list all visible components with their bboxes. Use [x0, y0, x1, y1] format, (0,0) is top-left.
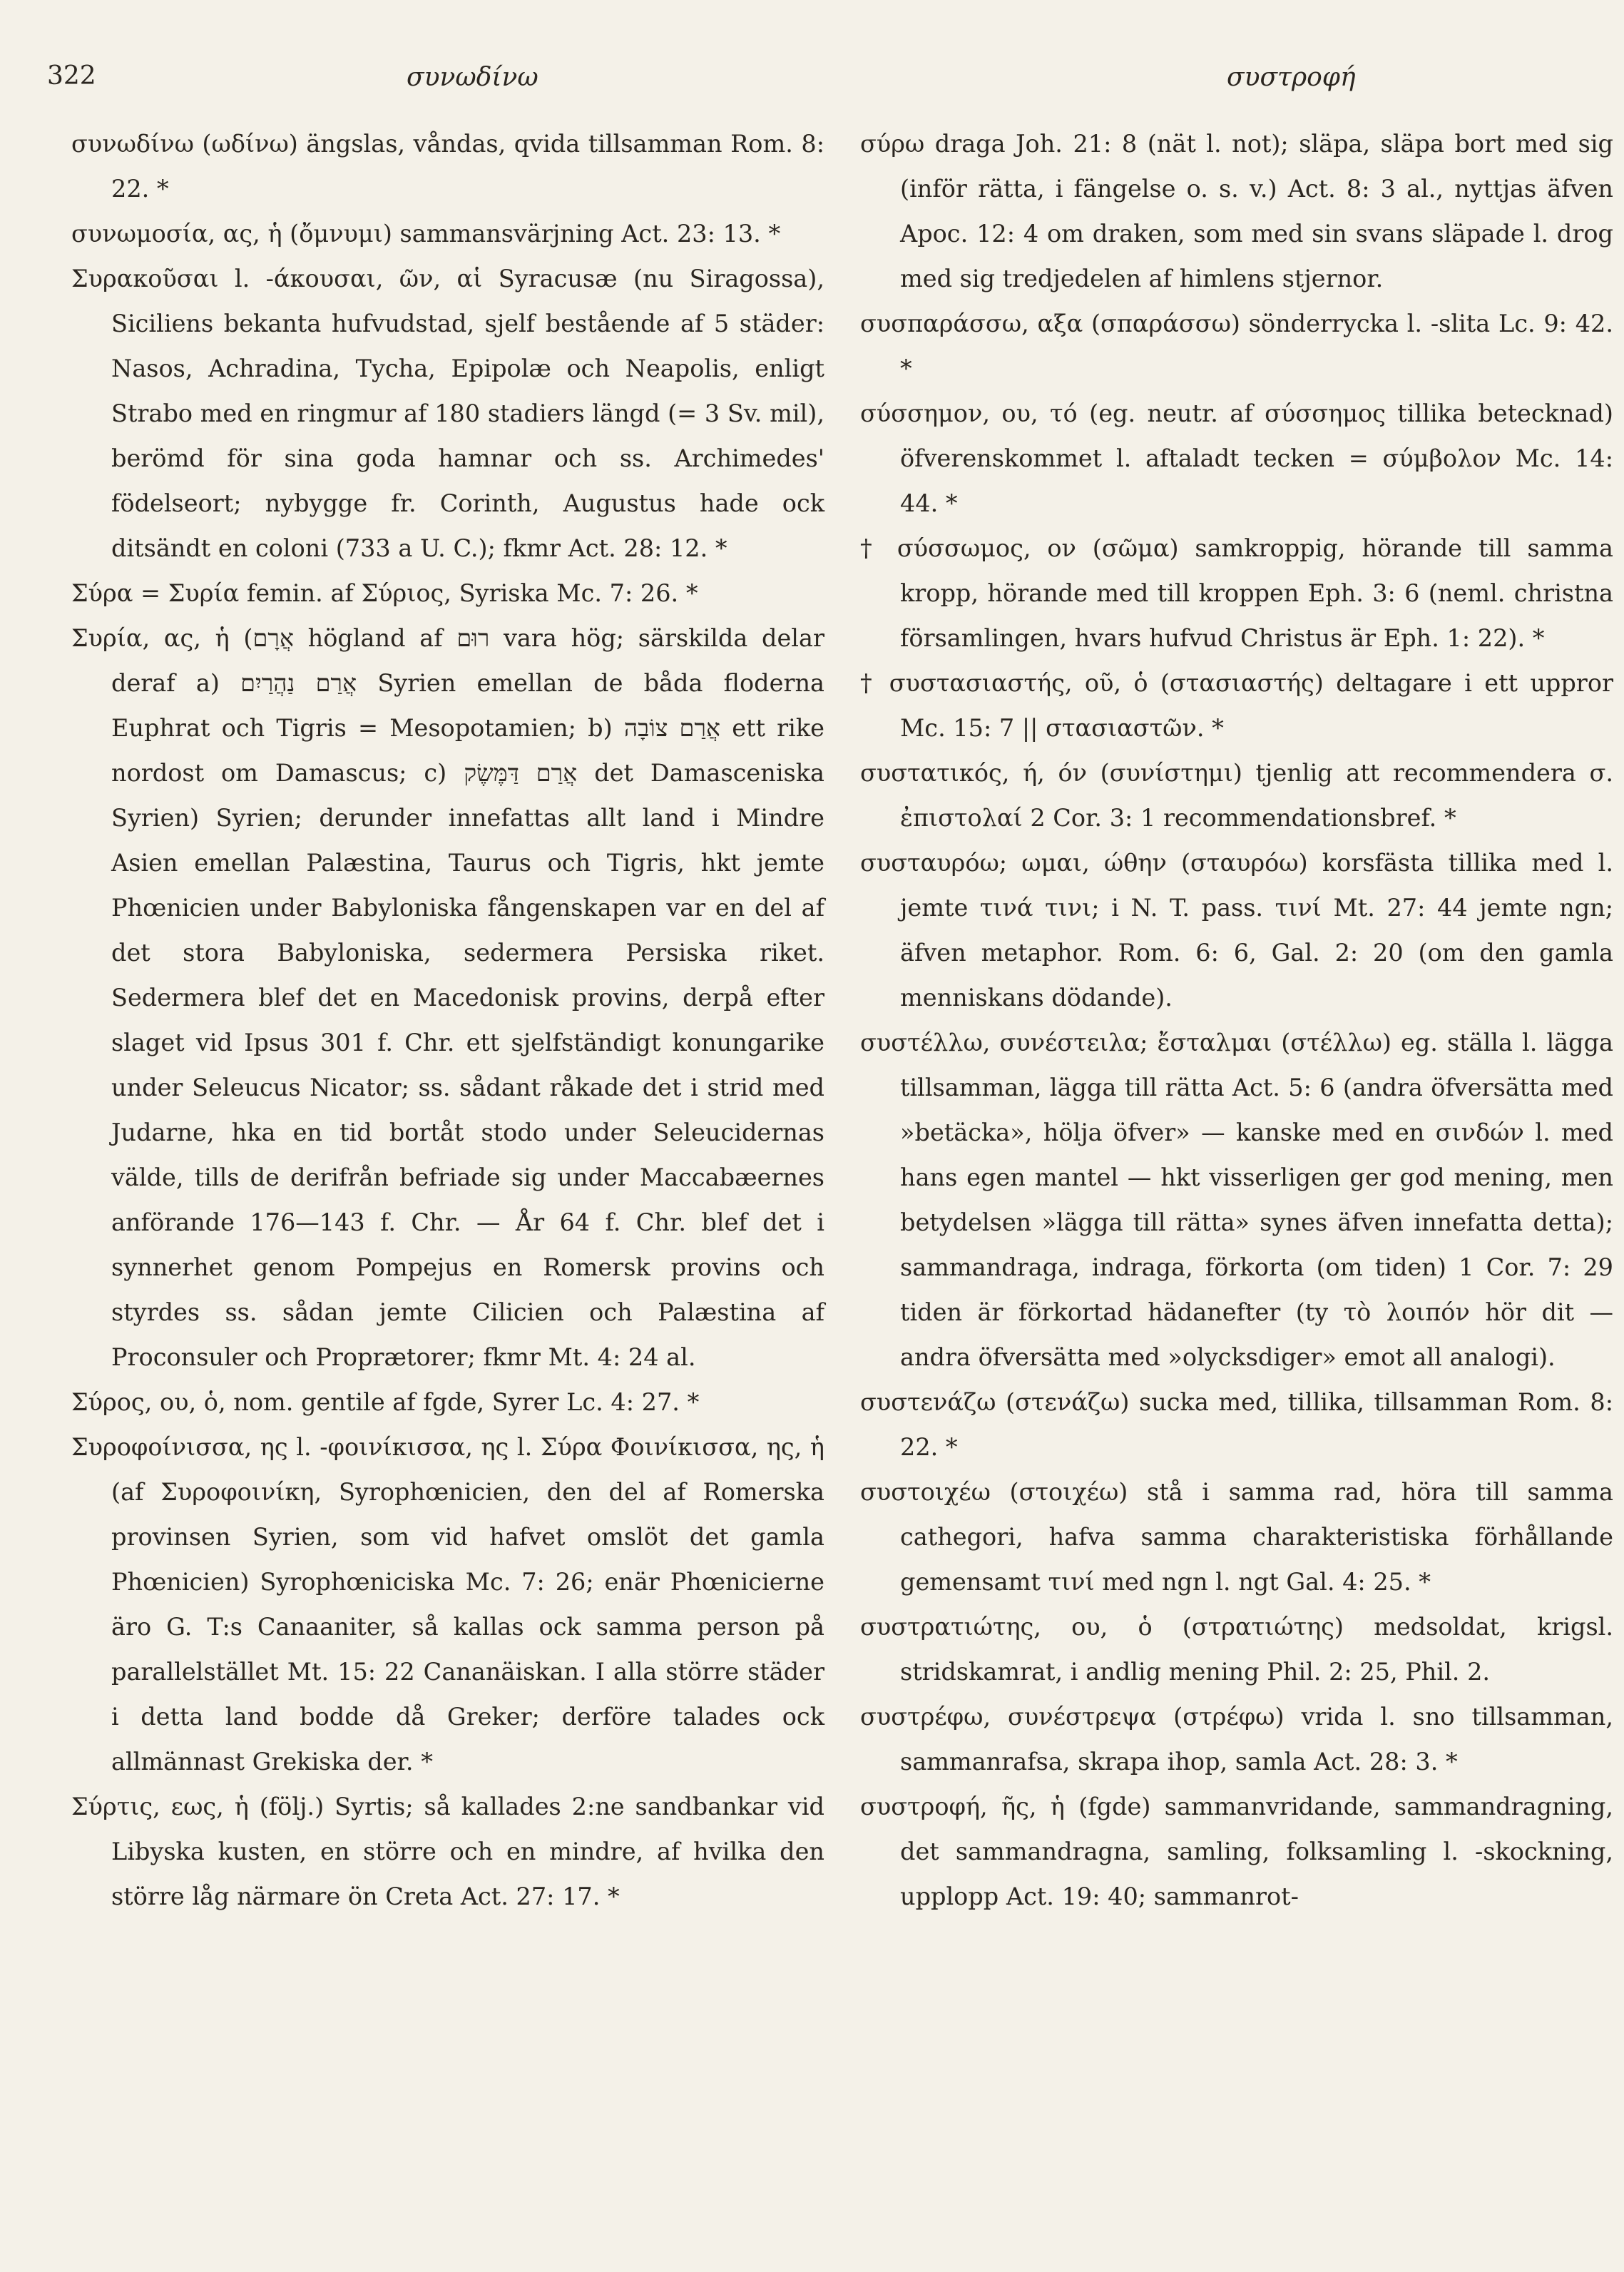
dictionary-entry: Συροφοίνισσα, ης l. -φοινίκισσα, ης l. Σύρα Φοινίκισσα, ης, ἡ (af Συροφοινίκη, Syrophœnicien, den del af Romerska provinsen Syrien, som vid hafvet omslöt det gamla Phœnicien) Syrophœniciska Mc. 7: 26; enär Phœnicierne äro G. T:s Canaaniter, så kallas ock samma person på parallelstället Mt. 15: 22 Cananäiskan. I alla större städer i detta land bodde då Greker; derföre talades ock allmännast Grekiska der. * [71, 1433, 824, 1776]
page-number: 322 [47, 61, 96, 91]
dictionary-entry: Συρακοῦσαι l. -άκουσαι, ῶν, αἱ Syracusæ (nu Siragossa), Siciliens bekanta hufvudstad, sjelf bestående af 5 städer: Nasos, Achradina, Tycha, Epipolæ och Neapolis, enligt Strabo med en ringmur af 180 stadiers längd (= 3 Sv. mil), berömd för sina goda hamnar och ss. Archimedes' födelseort; nybygge fr. Corinth, Augustus hade ock ditsändt en coloni (733 a U. C.); fkmr Act. 28: 12. * [71, 265, 824, 562]
dictionary-entry: συστατικός, ή, όν (συνίστημι) tjenlig att recommendera σ. ἐπιστολαί 2 Cor. 3: 1 recommendationsbref. * [860, 759, 1613, 832]
page-header [43, 56, 1581, 98]
dictionary-entry: Συρία, ας, ἡ (אֲרָם högland af רוּם vara hög; särskilda delar deraf a) אֲרַם נַהֲרַיִם Syrien emellan de båda floderna Euphrat och Tigris = Mesopotamien; b) אֲרַם צוֹבָה ett rike nordost om Damascus; c) אֲרַם דַּמֶּשֶׂק det Damasceniska Syrien) Syrien; derunder innefattas allt land i Mindre Asien emellan Palæstina, Taurus och Tigris, hkt jemte Phœnicien under Babyloniska fångenskapen var en del af det stora Babyloniska, sedermera Persiska riket. Sedermera blef det en Macedonisk provins, derpå efter slaget vid Ipsus 301 f. Chr. ett sjelfständigt konungarike under Seleucus Nicator; ss. sådant råkade det i strid med Judarne, hka en tid bortåt stodo under Seleucidernas välde, tills de derifrån befriade sig under Maccabæernes anförande 176—143 f. Chr. — År 64 f. Chr. blef det i synnerhet genom Pompejus en Romersk provins och styrdes ss. sådan jemte Cilicien och Palæstina af Proconsuler och Proprætorer; fkmr Mt. 4: 24 al. [71, 624, 824, 1371]
right-column [860, 121, 1613, 1919]
dictionary-entry: † συστασιαστής, οῦ, ὁ (στασιαστής) deltagare i ett uppror Mc. 15: 7 || στασιαστῶν. * [860, 669, 1613, 742]
dictionary-entry: συσταυρόω; ωμαι, ώθην (σταυρόω) korsfästa tillika med l. jemte τινά τινι; i N. T. pass. τινί Mt. 27: 44 jemte ngn; äfven metaphor. Rom. 6: 6, Gal. 2: 20 (om den gamla menniskans dödande). [860, 849, 1613, 1012]
dictionary-entry: σύρω draga Joh. 21: 8 (nät l. not); släpa, släpa bort med sig (inför rätta, i fängelse o. s. v.) Act. 8: 3 al., nyttjas äfven Apoc. 12: 4 om draken, som med sin svans släpade l. drog med sig tredjedelen af himlens stjernor. [860, 130, 1613, 292]
dictionary-entry: συνωμοσία, ας, ἡ (ὄμνυμι) sammansvärjning Act. 23: 13. * [71, 220, 781, 248]
dictionary-entry: συσπαράσσω, αξα (σπαράσσω) sönderrycka l. -slita Lc. 9: 42. * [860, 310, 1613, 382]
dictionary-entry: συστρατιώτης, ου, ὁ (στρατιώτης) medsoldat, krigsl. stridskamrat, i andlig mening Phil. 2: 25, Phil. 2. [860, 1613, 1613, 1686]
dictionary-entry: Σύρα = Συρία femin. af Σύριος, Syriska Mc. 7: 26. * [71, 579, 698, 607]
dictionary-entry: συστέλλω, συνέστειλα; ἔσταλμαι (στέλλω) eg. ställa l. lägga tillsamman, lägga till rätta Act. 5: 6 (andra öfversätta med »betäcka», hölja öfver» — kanske med en σινδών l. med hans egen mantel — hkt visserligen ger god mening, men betydelsen »lägga till rätta» synes äfven innefatta detta); sammandraga, indraga, förkorta (om tiden) 1 Cor. 7: 29 tiden är förkortad hädanefter (ty τὸ λοιπόν hör dit — andra öfversätta med »olycksdiger» emot all analogi). [860, 1029, 1613, 1371]
dictionary-entry: † σύσσωμος, ον (σῶμα) samkroppig, hörande till samma kropp, hörande med till kroppen Eph. 3: 6 (neml. christna församlingen, hvars hufvud Christus är Eph. 1: 22). * [860, 534, 1613, 652]
dictionary-entry: Σύρτις, εως, ἡ (följ.) Syrtis; så kallades 2:ne sandbankar vid Libyska kusten, en större och en mindre, af hvilka den större låg närmare ön Creta Act. 27: 17. * [71, 1793, 824, 1910]
left-column [71, 121, 824, 1919]
dictionary-entry: συστοιχέω (στοιχέω) stå i samma rad, höra till samma cathegori, hafva samma charakteristiska förhållande gemensamt τινί med ngn l. ngt Gal. 4: 25. * [860, 1478, 1613, 1596]
dictionary-entry: συστροφή, ῆς, ἡ (fgde) sammanvridande, sammandragning, det sammandragna, samling, folksamling l. -skockning, upplopp Act. 19: 40; sammanrot- [860, 1793, 1613, 1910]
dictionary-entry: Σύρος, ου, ὁ, nom. gentile af fgde, Syrer Lc. 4: 27. * [71, 1388, 700, 1416]
dictionary-entry: σύσσημον, ου, τό (eg. neutr. af σύσσημος tillika betecknad) öfverenskommet l. aftaladt tecken = σύμβολον Mc. 14: 44. * [860, 399, 1613, 517]
running-head-left: συνωδίνω [407, 63, 538, 92]
dictionary-entry: συνωδίνω (ωδίνω) ängslas, våndas, qvida tillsamman Rom. 8: 22. * [71, 130, 824, 203]
dictionary-entry: συστρέφω, συνέστρεψα (στρέφω) vrida l. sno tillsamman, sammanrafsa, skrapa ihop, samla Act. 28: 3. * [860, 1703, 1613, 1776]
running-head-right: συστροφή [1227, 63, 1356, 92]
dictionary-entry: συστενάζω (στενάζω) sucka med, tillika, tillsamman Rom. 8: 22. * [860, 1388, 1613, 1461]
